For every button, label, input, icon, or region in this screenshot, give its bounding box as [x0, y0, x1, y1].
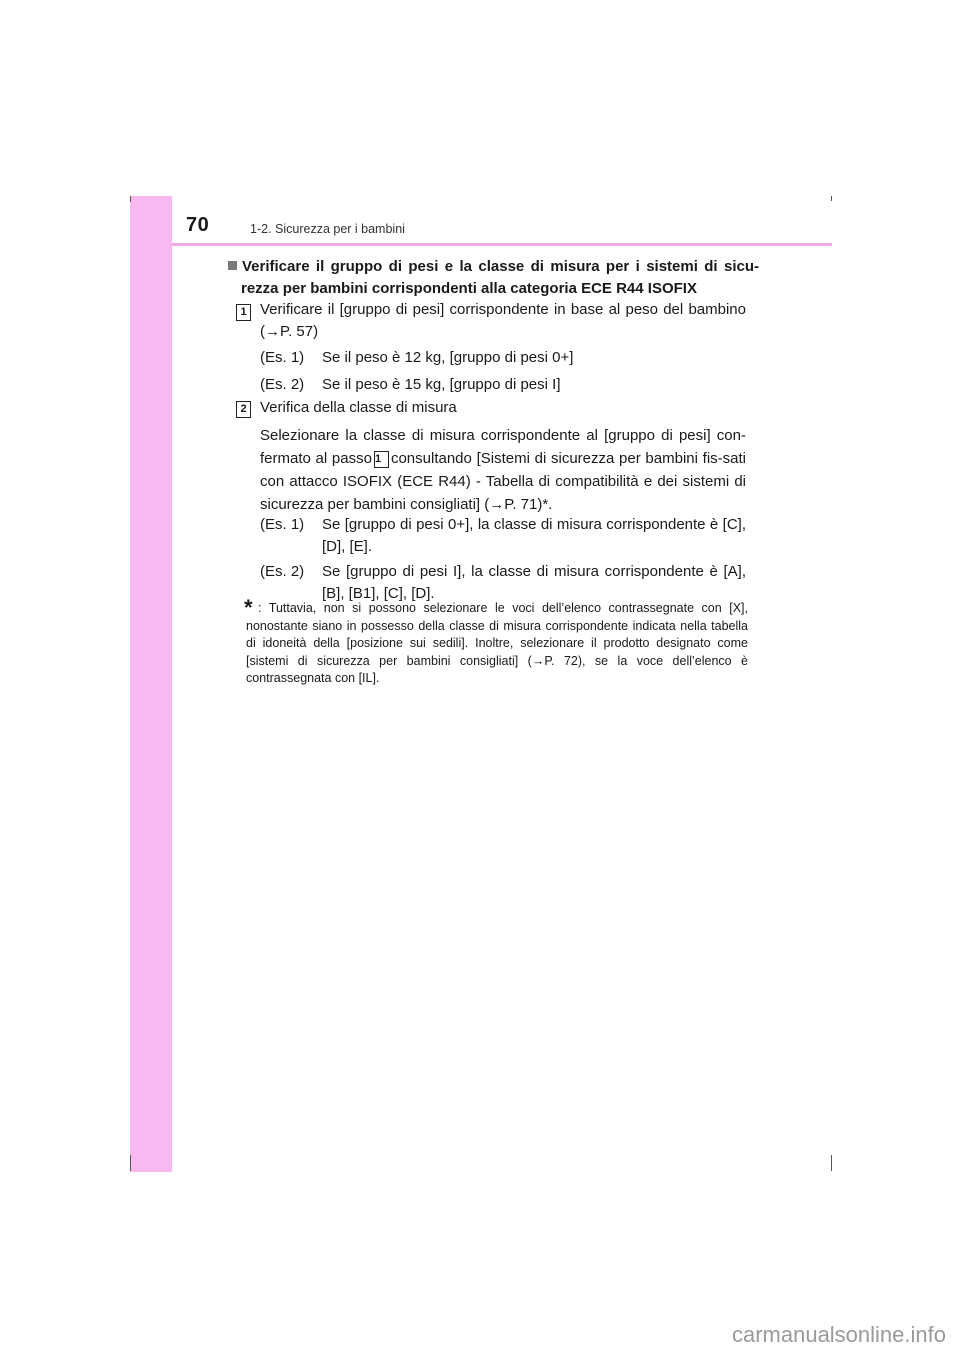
crop-mark: [130, 1155, 131, 1171]
page-number: 70: [186, 214, 210, 236]
crop-mark: [831, 1155, 832, 1171]
topic-heading: Verificare il gruppo di pesi e la classe di misura per i sistemi di sicu-rezza per bambini corrispondenti alla categoria ECE R44 ISOFIX: [228, 256, 759, 300]
step-2-title: Verifica della classe di misura: [260, 399, 457, 416]
step-2-text: Selezionare la classe di misura corrispondente al [gruppo di pesi] con-fermato al passo 1 consultando [Sistemi di sicurezza per bambini fis-sati con attacco ISOFIX (ECE R44) - Tabella di compatibilità e dei sistemi di sicurezza per bambini consigliati] (→P. 71)*.: [260, 427, 746, 513]
crop-mark: [831, 196, 832, 201]
step-1-inline-badge: 1: [374, 451, 389, 468]
example-text: Se il peso è 15 kg, [gruppo di pesi I]: [322, 376, 561, 393]
pink-side-band: [130, 196, 172, 1172]
example-text: Se [gruppo di pesi I], la classe di misura corrispondente è [A], [B], [B1], [C], [D].: [322, 563, 746, 602]
watermark: carmanualsonline.info: [731, 1322, 946, 1347]
example-label: (Es. 1): [260, 516, 305, 533]
example-text: Se il peso è 12 kg, [gruppo di pesi 0+]: [322, 349, 574, 366]
footnote-asterisk: *: [244, 595, 253, 620]
example-text: Se [gruppo di pesi 0+], la classe di misura corrispondente è [C], [D], [E].: [322, 516, 746, 555]
crop-mark: [130, 196, 131, 202]
square-bullet-icon: [228, 261, 237, 270]
step-2-badge: 2: [236, 401, 251, 418]
header-rule: [172, 243, 832, 246]
example-label: (Es. 2): [260, 376, 305, 393]
example-label: (Es. 1): [260, 349, 305, 366]
footnote-text: : Tuttavia, non si possono selezionare le voci dell’elenco contrassegnate con [X], nonostante siano in possesso della classe di misura corrispondente indicata nella tabella di idoneità della [posizione sui sedili]. Inoltre, selezionare il prodotto designato come [sistemi di sicurezza per bambini consigliati] (→P. 72), se la voce dell’elenco è contrassegnata con [IL].: [246, 601, 748, 685]
section-title: 1-2. Sicurezza per i bambini: [250, 222, 405, 236]
step-1-badge: 1: [236, 304, 251, 321]
example-label: (Es. 2): [260, 563, 305, 580]
step-1-text: Verificare il [gruppo di pesi] corrispondente in base al peso del bambino (→P. 57): [260, 301, 746, 340]
